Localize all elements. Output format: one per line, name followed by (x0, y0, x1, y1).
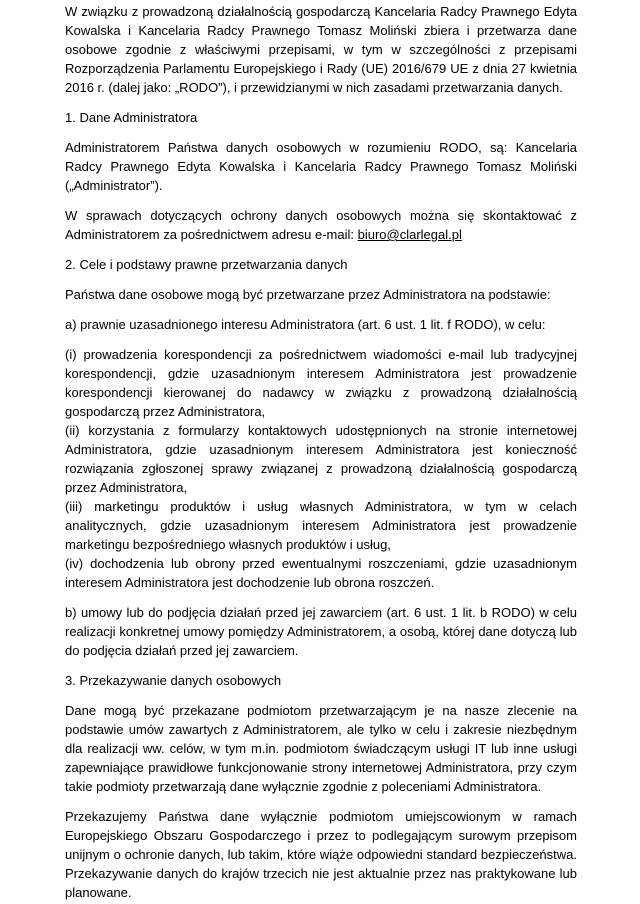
intro-paragraph: W związku z prowadzoną działalnością gospodarczą Kancelaria Radcy Prawnego Edyta Kowalska i Kancelaria Radcy Prawnego Tomasz Moliński zbiera i przetwarza dane osobowe zgodnie z właściwymi przepisami, w tym w szczególności z przepisami Rozporządzenia Parlamentu Europejskiego i Rady (UE) 2016/679 UE z dnia 27 kwietnia 2016 r. (dalej jako: „RODO”), i przewidzianymi w nich zasadami przetwarzania danych. (65, 4, 577, 95)
eea-transfer-paragraph: Przekazujemy Państwa dane wyłącznie podmiotom umiejscowionym w ramach Europejskiego Obszaru Gospodarczego i przez to podlegającym surowym przepisom unijnym o ochronie danych, lub takim, które wiąże odpowiedni standard bezpieczeństwa. Przekazywanie danych do krajów trzecich nie jest aktualnie przez nas praktykowane lub planowane. (65, 809, 577, 900)
section-1-heading: 1. Dane Administratora (65, 110, 198, 125)
processors-paragraph: Dane mogą być przekazane podmiotom przetwarzającym je na nasze zlecenie na podstawie umów zawartych z Administratorem, ale tylko w celu i zakresie niezbędnym dla realizacji ww. celów, w tym m.in. podmiotom świadczącym usługi IT lub inne usługi zapewniające prawidłowe funkcjonowanie strony internetowej Administratora, przy czym takie podmioty przetwarzają dane wyłącznie zgodnie z poleceniami Administratora. (65, 703, 577, 794)
point-a-intro-paragraph: a) prawnie uzasadnionego interesu Administratora (art. 6 ust. 1 lit. f RODO), w celu: (65, 317, 546, 332)
point-a-item-i: (i) prowadzenia korespondencji za pośrednictwem wiadomości e-mail lub tradycyjnej korespondencji, gdzie uzasadnionym interesem Administratora jest prowadzenie korespondencji kierowanej do nadawcy w związku z prowadzoną działalnością gospodarczą przez Administratora, (65, 347, 577, 419)
paragraph-text: W sprawach dotyczących ochrony danych osobowych można się skontaktować z Administratorem za pośrednictwem adresu e-mail: (65, 208, 577, 242)
legal-basis-intro-paragraph: Państwa dane osobowe mogą być przetwarzane przez Administratora na podstawie: (65, 287, 551, 302)
point-a-item-ii: (ii) korzystania z formularzy kontaktowych udostępnionych na stronie internetowej Administratora, gdzie uzasadnionym interesem Administratora jest konieczność rozwiązania zgłoszonej sprawy związanej z prowadzoną działalnością gospodarczą przez Administratora, (65, 423, 577, 495)
email-link[interactable]: biuro@clarlegal.pl (357, 227, 462, 242)
contact-paragraph (65, 206, 577, 244)
section-2-heading: 2. Cele i podstawy prawne przetwarzania danych (65, 257, 348, 272)
document-body (65, 2, 577, 902)
administrator-paragraph: Administratorem Państwa danych osobowych w rozumieniu RODO, są: Kancelaria Radcy Prawnego Edyta Kowalska i Kancelaria Radcy Prawnego Tomasz Moliński („Administrator”). (65, 140, 577, 193)
point-b-paragraph: b) umowy lub do podjęcia działań przed jej zawarciem (art. 6 ust. 1 lit. b RODO) w celu realizacji konkretnej umowy pomiędzy Administratorem, a osobą, której dane dotyczą lub do podjęcia działań przed jej zawarciem. (65, 605, 577, 658)
section-3-heading: 3. Przekazywanie danych osobowych (65, 673, 282, 688)
point-a-item-iv: (iv) dochodzenia lub obrony przed ewentualnymi roszczeniami, gdzie uzasadnionym interesem Administratora jest dochodzenie lub obrona roszczeń. (65, 556, 577, 590)
point-a-item-iii: (iii) marketingu produktów i usług własnych Administratora, w tym w celach analitycznych, gdzie uzasadnionym interesem Administratora jest prowadzenie marketingu bezpośredniego własnych produktów i usług, (65, 499, 577, 552)
